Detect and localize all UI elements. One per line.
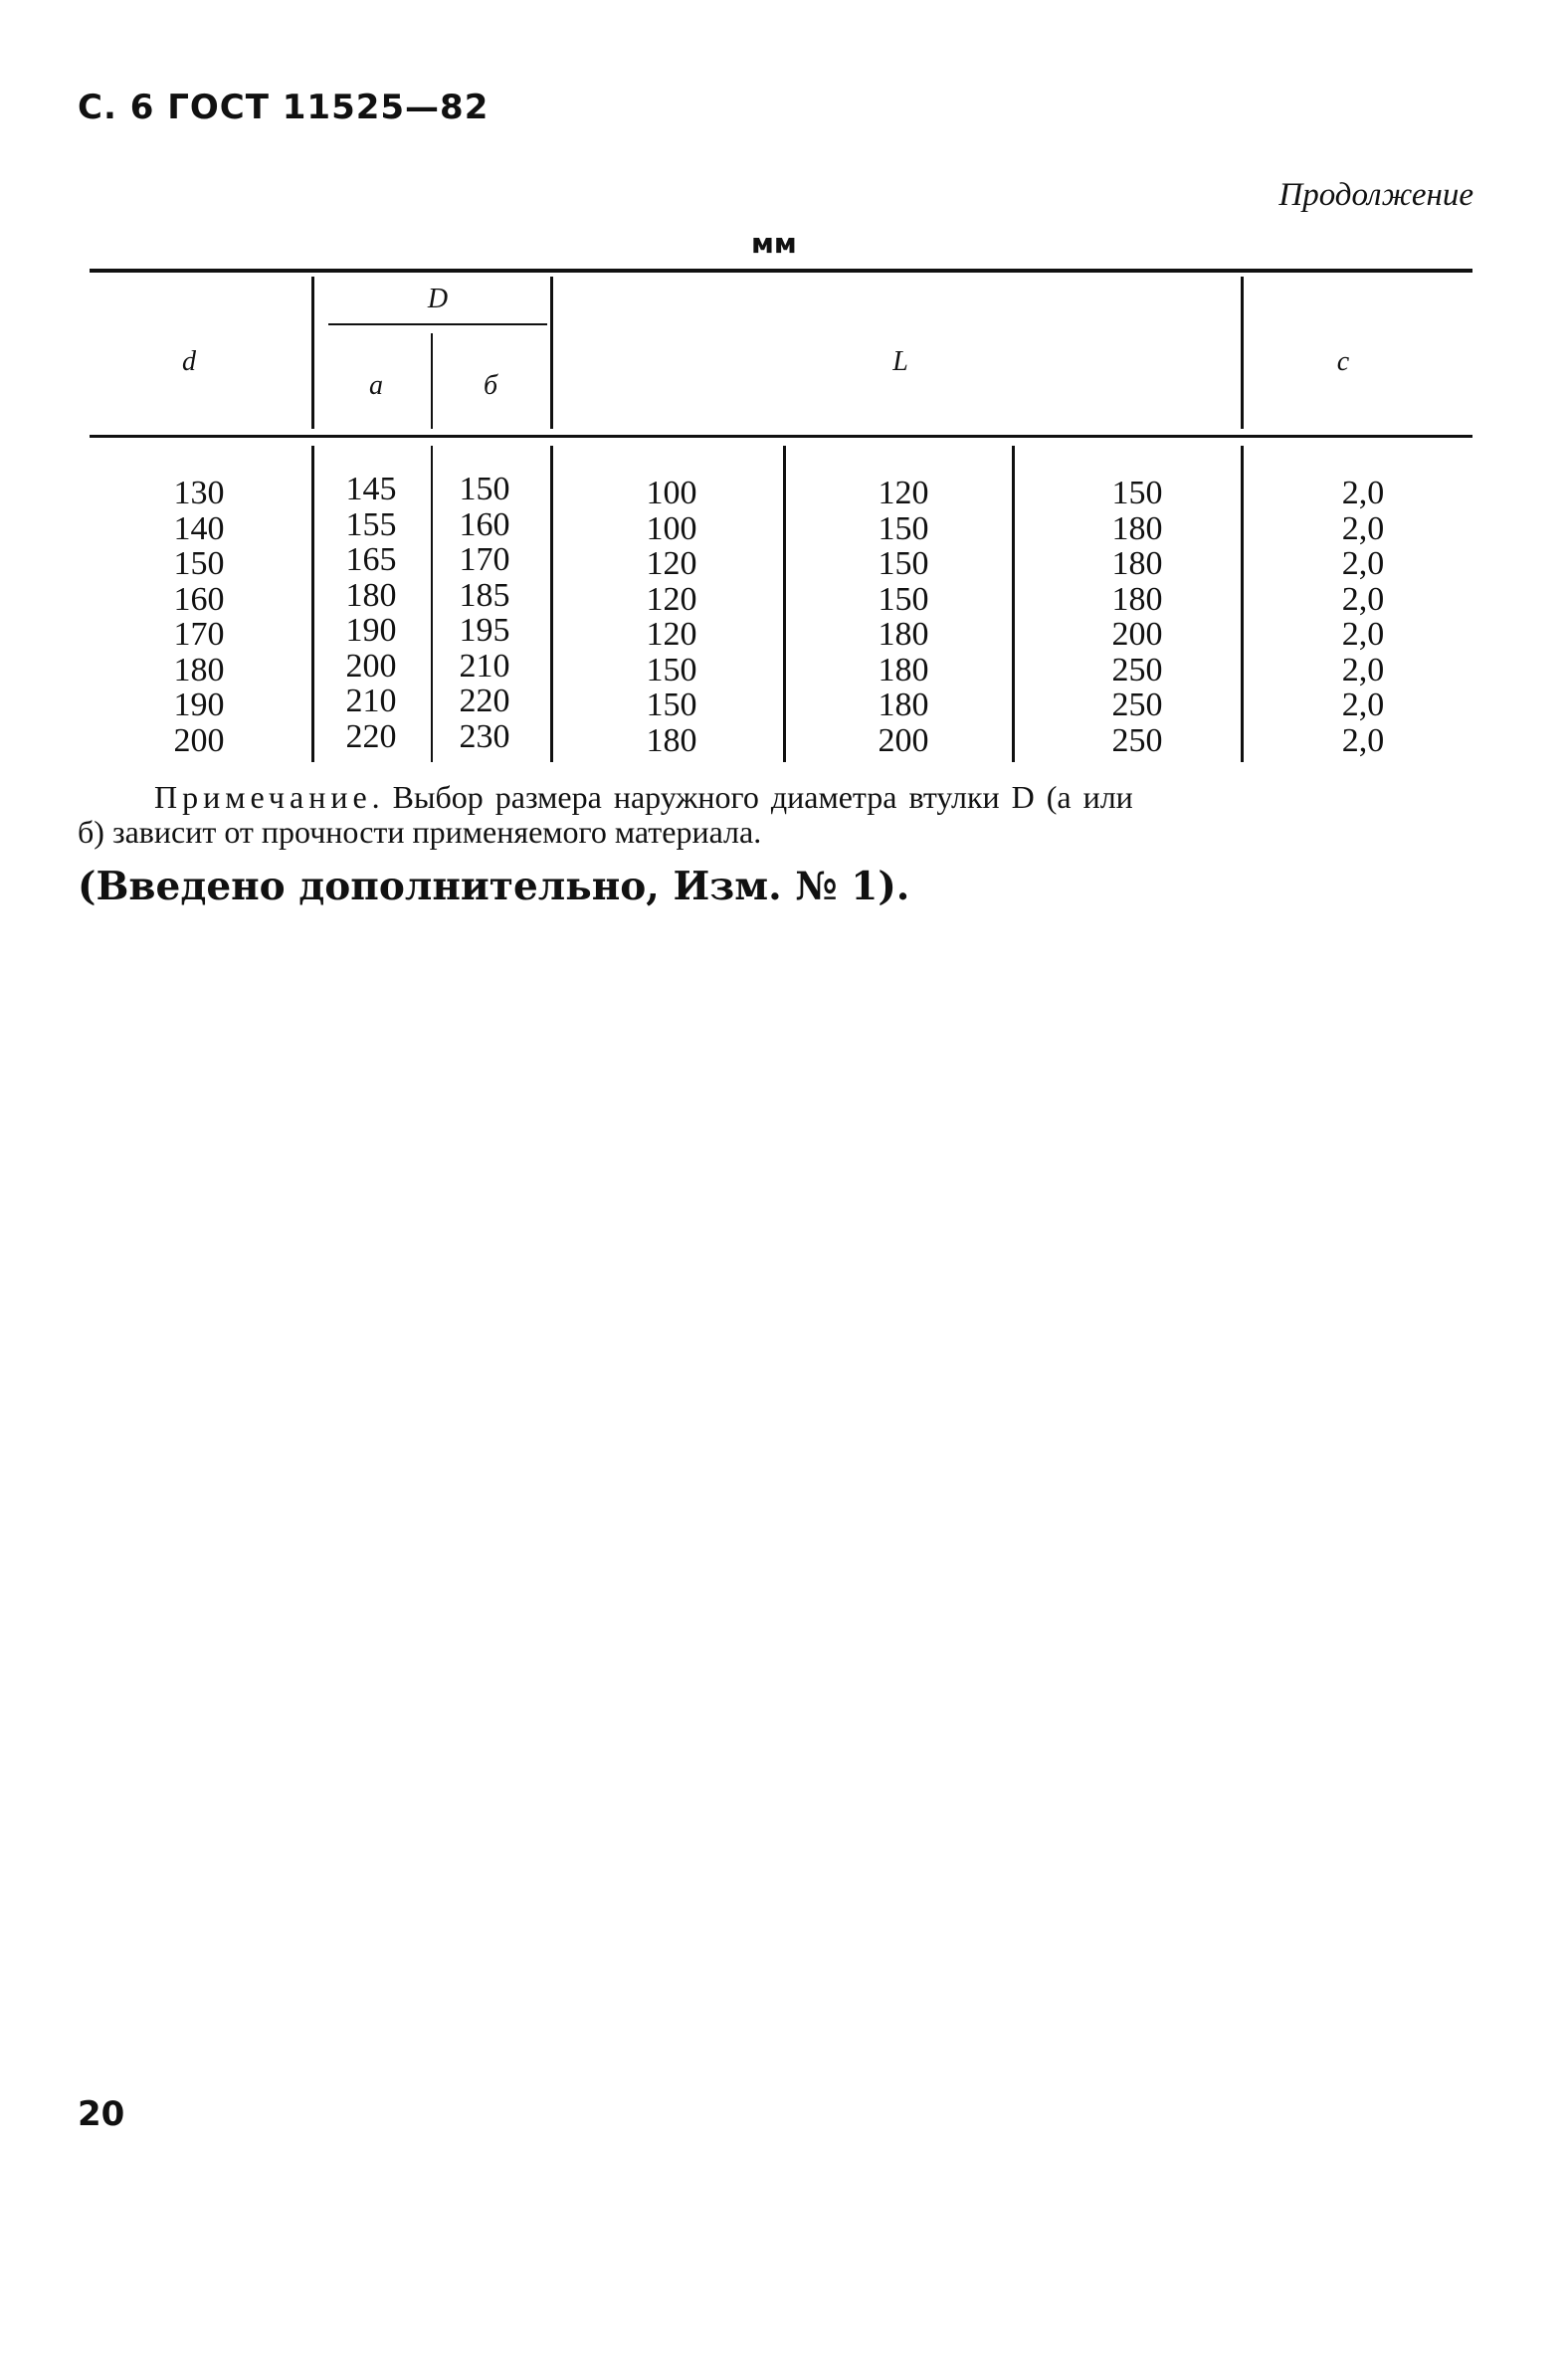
table-note [154, 779, 1477, 816]
body-divider [783, 446, 786, 762]
header-D: D [427, 284, 449, 314]
table-cell: 120 [646, 616, 697, 653]
table-cell: 150 [878, 509, 929, 547]
table-cell: 180 [173, 651, 225, 688]
header-d: d [182, 346, 196, 377]
table-cell: 230 [459, 717, 510, 755]
table-cell: 200 [878, 721, 929, 759]
table-cell: 170 [459, 541, 510, 578]
table-cell: 150 [878, 545, 929, 582]
note-label: Примечание. [154, 779, 385, 815]
table-cell: 170 [173, 616, 225, 653]
table-cell: 150 [646, 687, 697, 723]
table-top-rule [90, 269, 1472, 273]
table-cell: 2,0 [1341, 475, 1385, 511]
continuation-label: Продолжение [1278, 177, 1473, 213]
body-divider [431, 446, 433, 762]
column-L2 [854, 476, 953, 758]
table-cell: 2,0 [1341, 651, 1385, 688]
table-header-rule [90, 435, 1472, 438]
header-a: а [369, 370, 383, 401]
table-cell: 150 [459, 471, 510, 507]
table-cell: 250 [1111, 687, 1163, 723]
table-cell: 185 [459, 576, 510, 614]
header-c: c [1336, 346, 1350, 377]
header-divider [1241, 277, 1244, 429]
page-number: 20 [78, 2094, 125, 2134]
table-cell: 2,0 [1341, 545, 1385, 582]
note-line-2: б) зависит от прочности применяемого материала. [78, 814, 762, 850]
table-cell: 195 [459, 612, 510, 649]
table-cell: 100 [646, 509, 697, 547]
table-cell: 180 [878, 616, 929, 653]
table-cell: 190 [345, 612, 397, 649]
table-cell: 220 [459, 683, 510, 719]
page-title: С. 6 ГОСТ 11525—82 [78, 88, 490, 127]
table-cell: 120 [878, 475, 929, 511]
table-cell: 200 [345, 647, 397, 685]
column-c [1313, 476, 1413, 758]
table-cell: 2,0 [1341, 721, 1385, 759]
table-cell: 180 [1111, 545, 1163, 582]
D-subheader-rule [328, 323, 547, 325]
table-cell: 2,0 [1341, 580, 1385, 618]
table-cell: 100 [646, 475, 697, 511]
header-b: б [483, 370, 498, 401]
table-cell: 145 [345, 471, 397, 507]
table-cell: 120 [646, 545, 697, 582]
header-divider [550, 277, 553, 429]
table-cell: 150 [173, 545, 225, 582]
body-divider [1012, 446, 1015, 762]
table-cell: 180 [878, 651, 929, 688]
column-b [435, 472, 534, 754]
note-line-1: Выбор размера наружного диаметра втулки D (а или [392, 779, 1133, 815]
table-cell: 210 [345, 683, 397, 719]
table-cell: 180 [646, 721, 697, 759]
table-cell: 2,0 [1341, 616, 1385, 653]
header-divider [431, 333, 433, 429]
table-cell: 180 [1111, 509, 1163, 547]
body-divider [550, 446, 553, 762]
table-cell: 190 [173, 687, 225, 723]
table-cell: 130 [173, 475, 225, 511]
note-line-2-block [78, 814, 1401, 851]
table-cell: 150 [1111, 475, 1163, 511]
table-cell: 250 [1111, 721, 1163, 759]
table-cell: 220 [345, 717, 397, 755]
table-cell: 180 [1111, 580, 1163, 618]
table-cell: 2,0 [1341, 687, 1385, 723]
body-divider [1241, 446, 1244, 762]
table-cell: 155 [345, 505, 397, 543]
table-cell: 165 [345, 541, 397, 578]
table-cell: 200 [173, 721, 225, 759]
units-label: мм [751, 227, 797, 260]
table-cell: 150 [878, 580, 929, 618]
table-cell: 150 [646, 651, 697, 688]
table-cell: 180 [878, 687, 929, 723]
table-cell: 200 [1111, 616, 1163, 653]
column-L3 [1087, 476, 1187, 758]
table-cell: 120 [646, 580, 697, 618]
table-cell: 140 [173, 509, 225, 547]
table-cell: 160 [459, 505, 510, 543]
column-d [149, 476, 249, 758]
table-cell: 210 [459, 647, 510, 685]
table-cell: 250 [1111, 651, 1163, 688]
body-divider [311, 446, 314, 762]
column-L1 [622, 476, 721, 758]
table-cell: 2,0 [1341, 509, 1385, 547]
header-L: L [892, 346, 908, 377]
table-cell: 180 [345, 576, 397, 614]
header-divider [311, 277, 314, 429]
table-cell: 160 [173, 580, 225, 618]
amendment-note: (Введено дополнительно, Изм. № 1). [78, 864, 910, 909]
column-a [321, 472, 421, 754]
